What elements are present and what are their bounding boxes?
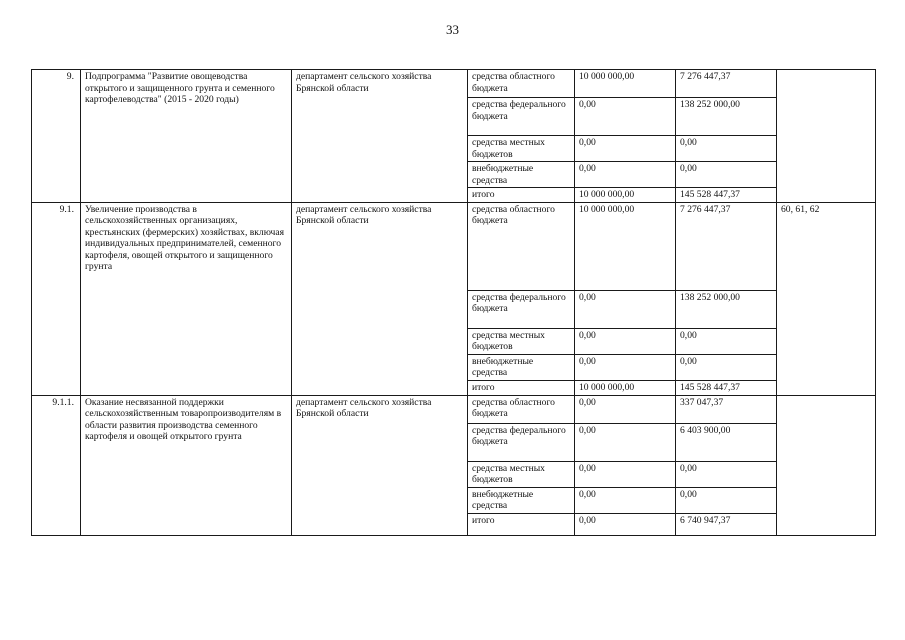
value-b: 0,00	[676, 162, 777, 188]
value-a: 10 000 000,00	[575, 188, 676, 203]
measure-name: Оказание несвязанной поддержки сельскохозяйственным товаропроизводителям в области развития производства семенного картофеля и овощей открытого грунта	[81, 395, 292, 535]
value-b: 138 252 000,00	[676, 290, 777, 328]
source-regional: средства областного бюджета	[468, 395, 575, 423]
table-row	[32, 395, 876, 423]
value-b: 6 740 947,37	[676, 513, 777, 535]
value-b: 337 047,37	[676, 395, 777, 423]
value-a: 0,00	[575, 98, 676, 136]
page-number: 33	[446, 22, 459, 37]
source-regional: средства областного бюджета	[468, 202, 575, 290]
source-extrabudget: внебюджетные средства	[468, 354, 575, 380]
source-total: итого	[468, 188, 575, 203]
indicators	[777, 70, 876, 203]
source-total: итого	[468, 513, 575, 535]
table-row	[32, 70, 876, 98]
value-a: 0,00	[575, 354, 676, 380]
row-number: 9.1.1.	[32, 395, 81, 535]
indicators: 60, 61, 62	[777, 202, 876, 395]
executor: департамент сельского хозяйства Брянской области	[292, 70, 468, 203]
value-a: 0,00	[575, 461, 676, 487]
value-a: 0,00	[575, 487, 676, 513]
source-extrabudget: внебюджетные средства	[468, 487, 575, 513]
value-a: 10 000 000,00	[575, 380, 676, 395]
source-local: средства местных бюджетов	[468, 461, 575, 487]
value-b: 6 403 900,00	[676, 423, 777, 461]
value-a: 10 000 000,00	[575, 70, 676, 98]
source-federal: средства федерального бюджета	[468, 290, 575, 328]
measure-name: Подпрограмма "Развитие овощеводства открытого и защищенного грунта и семенного картофелеводства" (2015 - 2020 годы)	[81, 70, 292, 203]
value-b: 7 276 447,37	[676, 70, 777, 98]
value-a: 0,00	[575, 162, 676, 188]
value-a: 0,00	[575, 395, 676, 423]
value-a: 0,00	[575, 513, 676, 535]
source-total: итого	[468, 380, 575, 395]
executor: департамент сельского хозяйства Брянской области	[292, 395, 468, 535]
source-federal: средства федерального бюджета	[468, 98, 575, 136]
row-number: 9.1.	[32, 202, 81, 395]
source-federal: средства федерального бюджета	[468, 423, 575, 461]
value-a: 0,00	[575, 136, 676, 162]
source-local: средства местных бюджетов	[468, 136, 575, 162]
value-b: 138 252 000,00	[676, 98, 777, 136]
value-b: 7 276 447,37	[676, 202, 777, 290]
measure-name: Увеличение производства в сельскохозяйственных организациях, крестьянских (фермерских) хозяйствах, включая индивидуальных предпринимателей, семенного картофеля, овощей открытого и защищенного грунта	[81, 202, 292, 395]
value-a: 10 000 000,00	[575, 202, 676, 290]
source-regional: средства областного бюджета	[468, 70, 575, 98]
value-b: 0,00	[676, 461, 777, 487]
executor: департамент сельского хозяйства Брянской области	[292, 202, 468, 395]
budget-table	[31, 69, 876, 536]
value-b: 0,00	[676, 328, 777, 354]
value-a: 0,00	[575, 423, 676, 461]
value-b: 0,00	[676, 354, 777, 380]
value-a: 0,00	[575, 290, 676, 328]
source-extrabudget: внебюджетные средства	[468, 162, 575, 188]
value-b: 0,00	[676, 487, 777, 513]
source-local: средства местных бюджетов	[468, 328, 575, 354]
value-b: 145 528 447,37	[676, 380, 777, 395]
table-row	[32, 202, 876, 290]
value-b: 0,00	[676, 136, 777, 162]
value-a: 0,00	[575, 328, 676, 354]
indicators	[777, 395, 876, 535]
value-b: 145 528 447,37	[676, 188, 777, 203]
row-number: 9.	[32, 70, 81, 203]
